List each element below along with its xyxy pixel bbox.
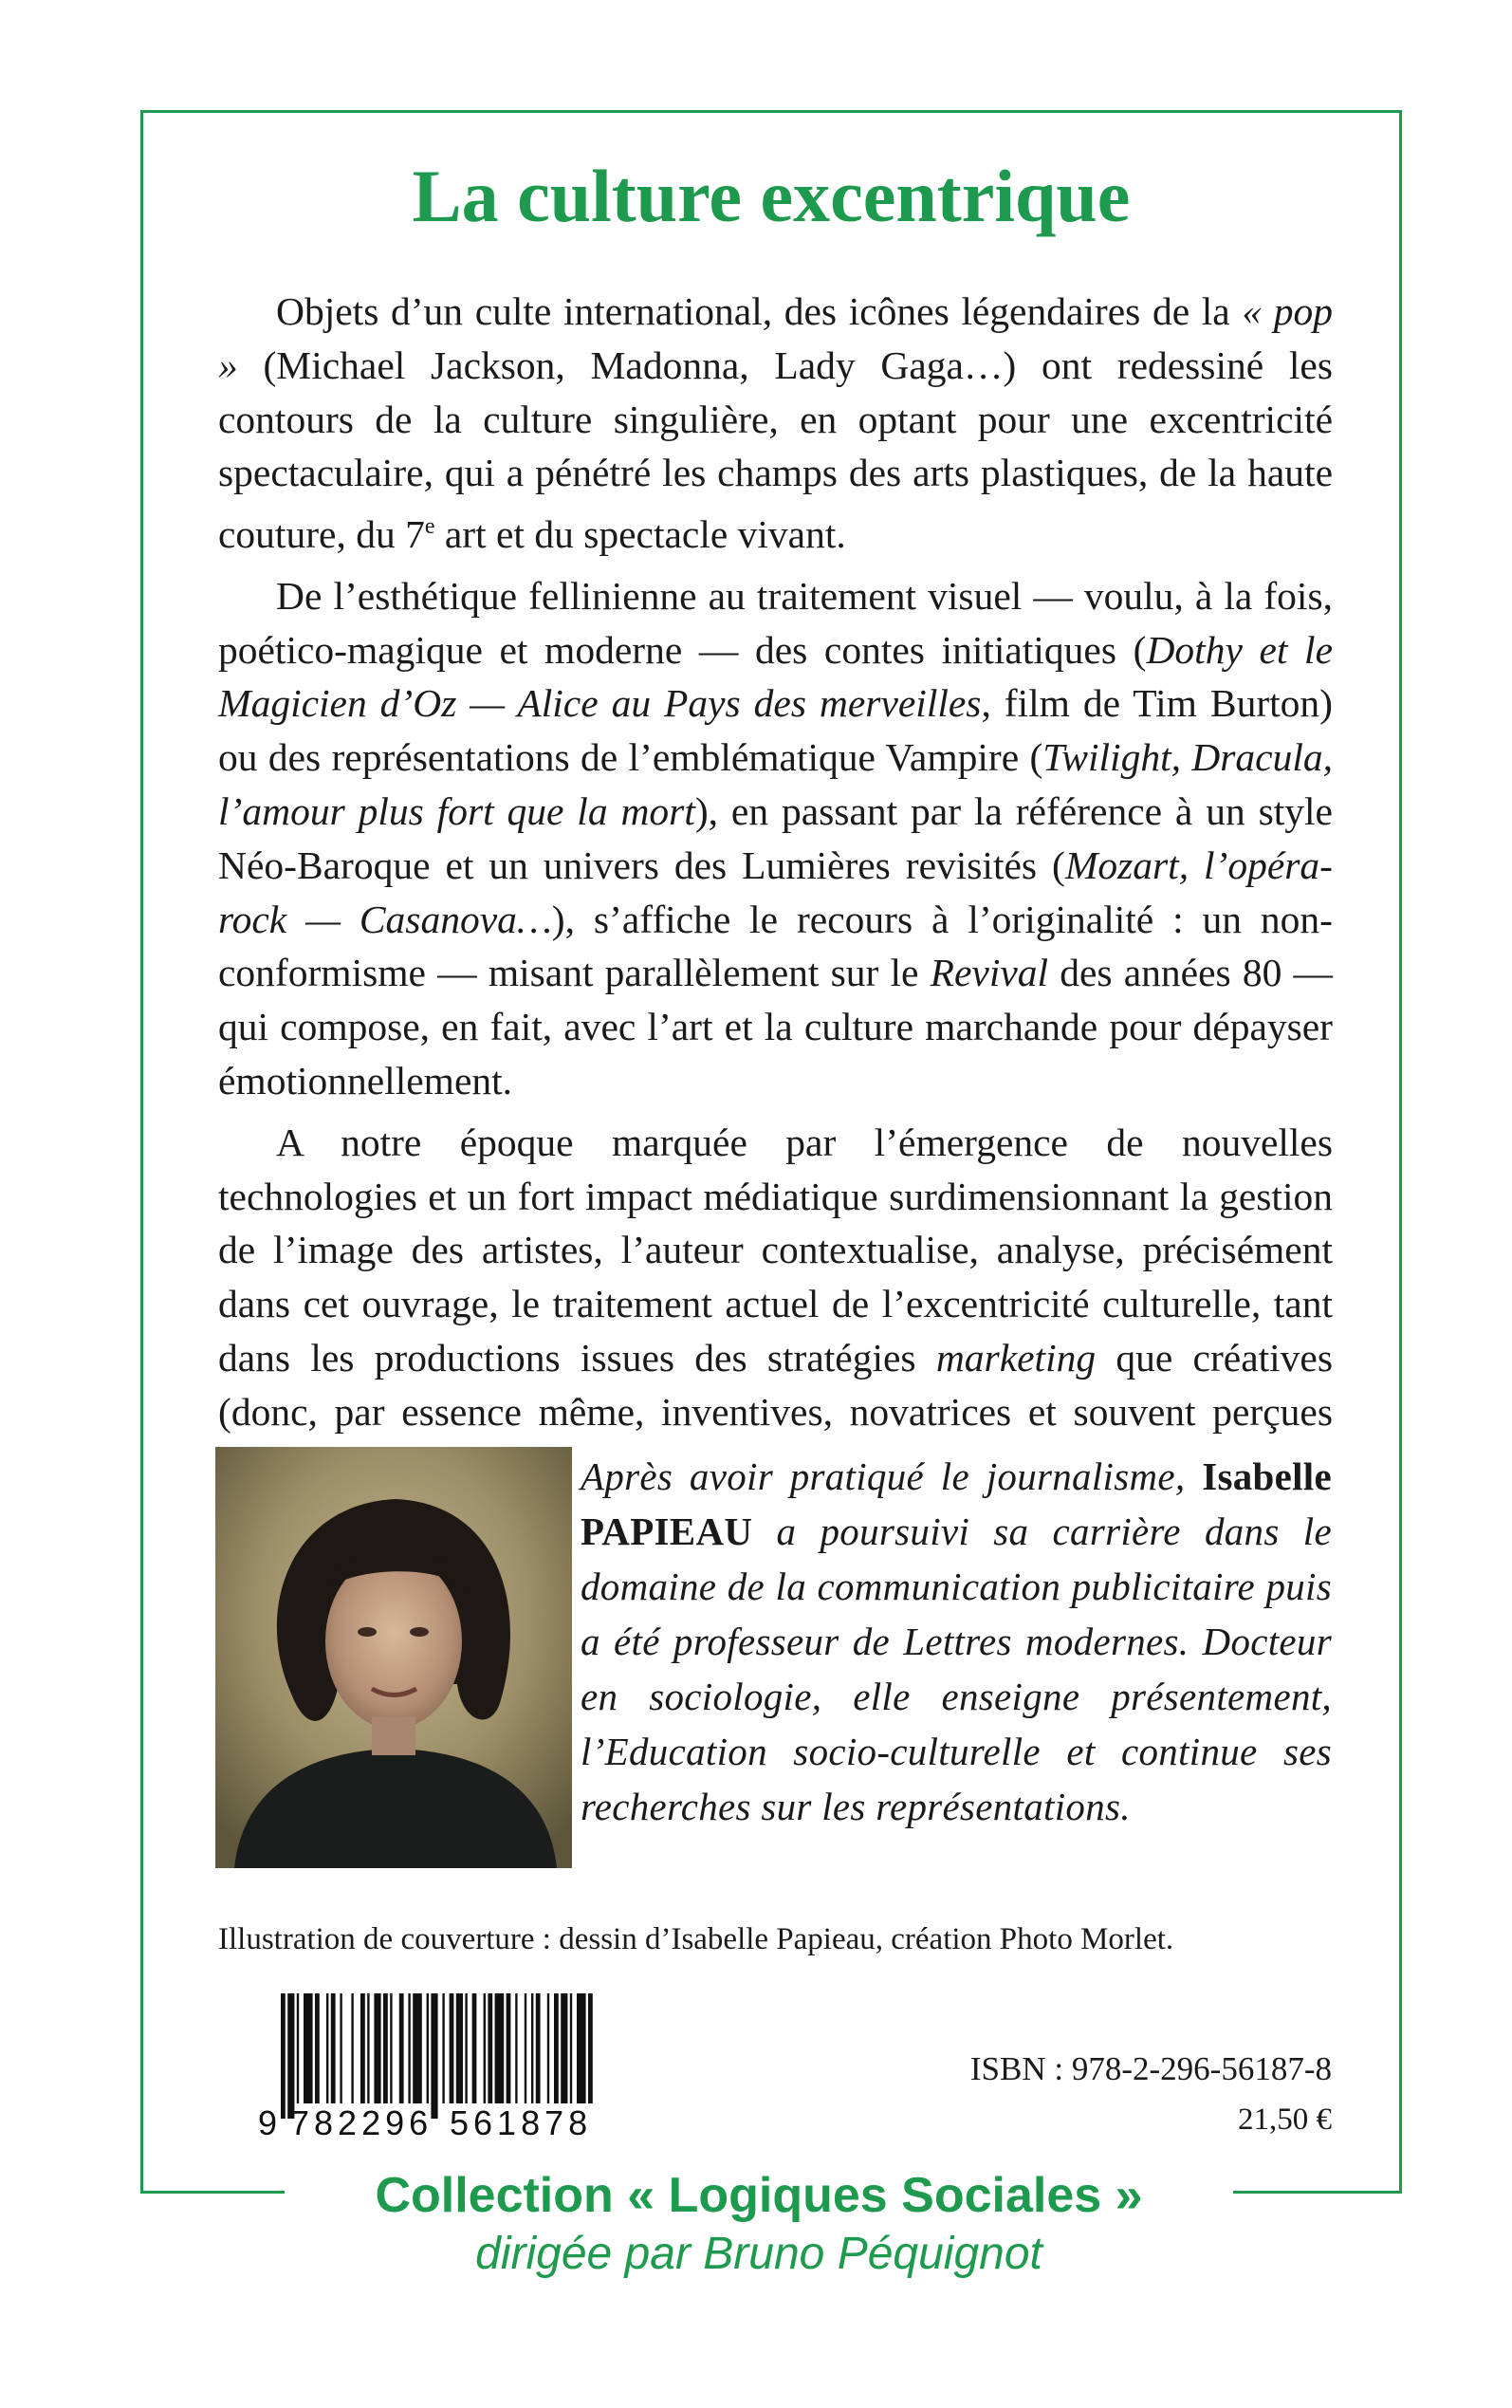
blurb-text: , film de Tim Burton) ou des représentations de l’emblématique Vampire (	[218, 681, 1333, 780]
blurb-text: Objets d’un culte international, des icônes légendaires de la	[276, 289, 1243, 333]
barcode-bar	[383, 1993, 388, 2103]
blurb-superscript: e	[424, 514, 435, 540]
barcode-digit-prefix: 9	[258, 2103, 278, 2139]
blurb-text: des années 80 — qui compose, en fait, avec l’art et la culture marchande pour dépayser émotionnellement.	[218, 951, 1333, 1102]
blurb-text: que créatives (donc, par essence même, inventives, novatrices et souvent perçues	[218, 1335, 1333, 1434]
barcode-bar	[561, 1993, 567, 2103]
blurb-text: ), s’affiche le recours à l’originalité : un non-conformisme — misant parallèlement sur le	[218, 897, 1333, 995]
barcode-bar	[374, 1993, 380, 2103]
barcode-bar	[547, 1993, 549, 2103]
blurb-paragraph-3	[218, 1116, 1333, 1493]
author-name: Isabelle PAPIEAU	[581, 1454, 1332, 1553]
cover-credit: Illustration de couverture : dessin d’Isabelle Papieau, création Photo Morlet.	[218, 1922, 1174, 1956]
barcode-digits-right: 561878	[450, 2103, 593, 2139]
barcode-bar	[399, 1993, 404, 2103]
barcode-bar	[360, 1993, 365, 2103]
barcode	[252, 1991, 607, 2139]
book-title: La culture excentrique	[412, 155, 1131, 237]
barcode-bar	[588, 1993, 593, 2103]
blurb-italic: Mozart, l’opéra-rock — Casanova…	[218, 843, 1334, 941]
barcode-bar	[536, 1993, 541, 2103]
blurb-italic: Dothy et le Magicien d’Oz — Alice au Pays des merveilles	[218, 627, 1333, 726]
barcode-bar	[531, 1993, 533, 2103]
price: 21,50 €	[1238, 2102, 1332, 2137]
barcode-bar	[326, 1993, 328, 2103]
blurb-italic: « pop »	[218, 289, 1333, 387]
barcode-bar	[515, 1993, 517, 2103]
barcode-bar	[488, 1993, 492, 2103]
barcode-bar	[570, 1993, 572, 2103]
author-photo	[215, 1447, 572, 1868]
barcode-bar	[297, 1993, 299, 2103]
blurb-paragraph-1	[218, 285, 1333, 562]
barcode-bar	[577, 1993, 586, 2103]
barcode-bar	[331, 1993, 336, 2103]
blurb	[218, 285, 1333, 1500]
collection-name: Collection « Logiques Sociales »	[285, 2167, 1233, 2224]
barcode-bar	[287, 1993, 294, 2119]
blurb-text: A notre époque marquée par l’émergence de nouvelles technologies et un fort impact médiatique surdimensionnant la gestion de l’image des artistes, l’auteur contextualise, analyse, précisément dans cet ouvrage, le traitement actuel de l’excentricité culturelle, tant dans les productions issues des stratégies	[218, 1120, 1333, 1380]
author-bio	[581, 1449, 1332, 1834]
barcode-bar	[304, 1993, 313, 2103]
barcode-bar	[367, 1993, 369, 2103]
barcode-bar	[281, 1993, 286, 2119]
barcode-bar	[484, 1993, 486, 2103]
barcode-bar	[408, 1993, 410, 2103]
barcode-bars	[281, 1993, 593, 2119]
blurb-italic: Twilight, Dracula, l’amour plus fort que la mort	[218, 735, 1333, 833]
blurb-text: (Michael Jackson, Madonna, Lady Gaga…) ont redessiné les contours de la culture singulière, en optant pour une excentricité spectaculaire, qui a pénétré les champs des arts plastiques, de la haute couture, du 7	[218, 343, 1333, 557]
blurb-text: De l’esthétique fellinienne au traitement visuel — voulu, à la fois, poético-magique et moderne — des contes initiatiques (	[218, 573, 1333, 672]
barcode-bar	[525, 1993, 526, 2103]
barcode-bar	[495, 1993, 505, 2103]
barcode-bar	[315, 1993, 320, 2103]
barcode-bar	[456, 1993, 463, 2103]
blurb-italic: marketing	[935, 1335, 1097, 1380]
bio-text: Après avoir pratiqué le journalisme,	[581, 1454, 1203, 1498]
barcode-bar	[351, 1993, 353, 2103]
barcode-bar	[427, 1993, 429, 2103]
blurb-paragraph-2	[218, 569, 1333, 1108]
barcode-bar	[340, 1993, 341, 2103]
blurb-text: art et du spectacle vivant.	[434, 512, 846, 557]
barcode-bar	[431, 1993, 437, 2119]
collection-director: dirigée par Bruno Péquignot	[475, 2229, 1042, 2279]
barcode-bar	[465, 1993, 467, 2103]
barcode-bar	[554, 1993, 559, 2103]
author-portrait-illustration	[215, 1447, 572, 1868]
barcode-bar	[472, 1993, 477, 2103]
bio-text: a poursuivi sa carrière dans le domaine de la communication publicitaire puis a été professeur de Lettres modernes. Docteur en sociologie, elle enseigne présentement, l’Education socio-culturelle et continue ses recherches sur les représentations.	[581, 1510, 1332, 1828]
barcode-bar	[390, 1993, 392, 2103]
barcode-bar	[450, 1993, 454, 2103]
barcode-bar	[507, 1993, 511, 2103]
barcode-bar	[413, 1993, 422, 2103]
blurb-text: ), en passant par la référence à un style Néo-Baroque et un univers des Lumières revisités (	[218, 789, 1333, 887]
blurb-italic: Revival	[930, 951, 1049, 995]
isbn-number: ISBN : 978-2-296-56187-8	[969, 2050, 1332, 2087]
barcode-digits-left: 782296	[290, 2103, 433, 2139]
barcode-bar	[442, 1993, 444, 2103]
